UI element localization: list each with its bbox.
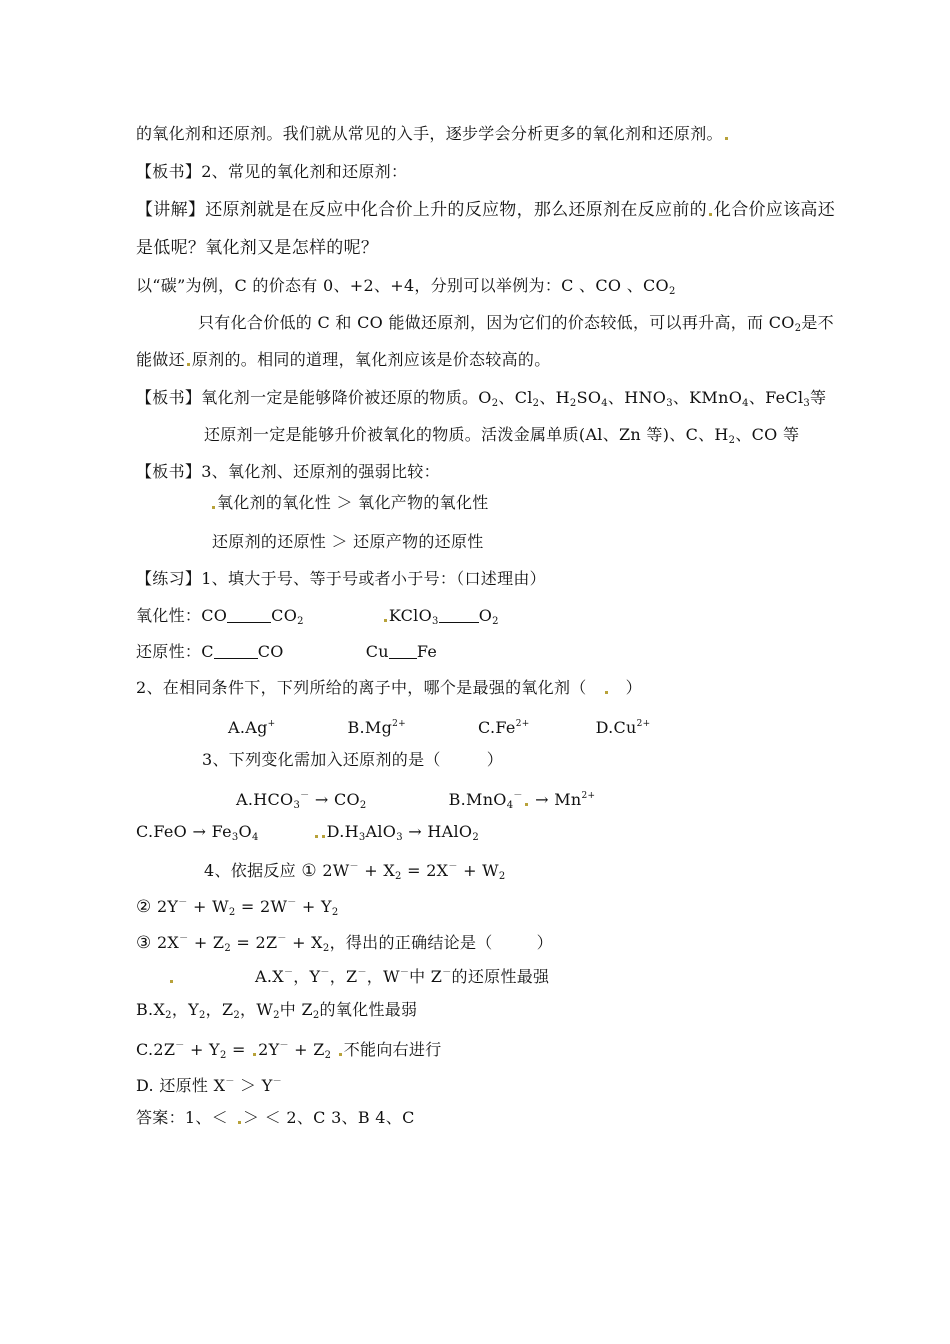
question-4-option-a[interactable]: A.X－，Y－，Z－，W－中 Z－的还原性最强 xyxy=(168,963,549,987)
text-line: 【讲解】还原剂就是在反应中化合价上升的反应物，那么还原剂在反应前的 化合价应该高还 xyxy=(136,200,836,220)
mark-dot xyxy=(339,1053,342,1056)
mark-dot xyxy=(725,137,728,140)
text-line: 能做还 原剂的。相同的道理，氧化剂应该是价态较高的。 xyxy=(136,350,551,369)
answer-blank[interactable] xyxy=(227,608,271,623)
text-line: 的氧化剂和还原剂。我们就从常见的入手，逐步学会分析更多的氧化剂和还原剂。 xyxy=(136,124,730,144)
answer-blank[interactable] xyxy=(439,608,479,623)
option-c[interactable]: $C.Fe^{2+}$ xyxy=(478,718,530,737)
question-4-option-d[interactable]: D. 还原性 X－ ＞ Y－ xyxy=(136,1076,282,1095)
mark-dot xyxy=(709,213,712,216)
question-4-option-c[interactable]: $C.2Z^- + Y_2 = 2Y^- + Z_2$ 不能向右进行 xyxy=(136,1040,442,1061)
text-line: 以“碳”为例，C 的价态有 0、+2、+4，分别可以举例为：C 、CO 、$CO_2$ xyxy=(136,276,676,297)
comparison-line: 还原剂的还原性 ＞ 还原产物的还原性 xyxy=(212,532,484,551)
answer-blank[interactable] xyxy=(214,644,258,659)
mark-dot xyxy=(238,1121,241,1124)
exercise-line: 还原性：C CO Cu Fe xyxy=(136,642,438,661)
option-a[interactable]: A.Ag+ xyxy=(228,718,276,737)
answer-line: 答案：1、＜ ＞ ＜ 2、C 3、B 4、C xyxy=(136,1108,415,1127)
board-oxidant-line: 【板书】氧化剂一定是能够降价被还原的物质。$O_2$、$Cl_2$、$H_2SO_4$、$HNO_3$、KMnO$_4$、FeCl$_3$等 xyxy=(136,388,827,409)
option-a[interactable]: $A.HCO_3^- \to CO_2$ xyxy=(236,790,367,811)
option-b[interactable]: $B.Mg^{2+}$ xyxy=(347,718,407,737)
question-2: 2、在相同条件下，下列所给的离子中，哪个是最强的氧化剂（ ） xyxy=(136,678,642,697)
board-heading: 【板书】3、氧化剂、还原剂的强弱比较： xyxy=(136,462,440,481)
exercise-heading: 【练习】1、填大于号、等于号或者小于号：（口述理由） xyxy=(136,569,546,588)
option-c[interactable]: $C.FeO \to Fe_3O_4$ xyxy=(136,822,259,843)
mark-dot xyxy=(384,619,387,622)
text-line: 只有化合价低的 C 和 CO 能做还原剂，因为它们的价态较低，可以再升高，而 $CO_2$是不 xyxy=(198,313,834,334)
mark-dot xyxy=(315,835,318,838)
question-4: 4、依据反应 ① $2W^- + X_2 = 2X^- + W_2$ xyxy=(204,861,506,882)
mark-dot xyxy=(212,506,215,509)
question-2-options xyxy=(228,714,651,738)
mark-dot xyxy=(525,803,528,806)
reaction-2: ② $2Y^- + W_2 = 2W^- + Y_2$ xyxy=(136,897,339,918)
exercise-line: 氧化性：CO $CO_2$ KClO$_3$ $O_2$ xyxy=(136,606,499,627)
mark-dot xyxy=(170,980,173,983)
option-b[interactable]: $B.MnO_4^- \to Mn^{2+}$ xyxy=(448,790,596,811)
mark-dot xyxy=(187,363,190,366)
board-reductant-line: 还原剂一定是能够升价被氧化的物质。活泼金属单质(Al、Zn 等)、C、$H_2$、CO 等 xyxy=(204,425,800,446)
board-heading: 【板书】2、常见的氧化剂和还原剂： xyxy=(136,162,408,181)
option-d[interactable]: $D.H_3AlO_3$ → HAlO$_2$ xyxy=(326,822,480,843)
option-d[interactable]: $D.Cu^{2+}$ xyxy=(595,718,651,737)
comparison-line: 氧化剂的氧化性 ＞ 氧化产物的氧化性 xyxy=(210,493,489,513)
reaction-3: ③ $2X^- + Z_2 = 2Z^- + X_2$，得出的正确结论是（ ） xyxy=(136,933,553,954)
answer-blank[interactable] xyxy=(389,644,417,659)
question-4-option-b[interactable]: $B.X_2$，$Y_2$，$Z_2$，$W_2$中 $Z_2$的氧化性最弱 xyxy=(136,1000,418,1021)
mark-dot xyxy=(322,835,325,838)
mark-dot xyxy=(605,691,608,694)
text-line: 是低呢？氧化剂又是怎样的呢？ xyxy=(136,238,379,258)
mark-dot xyxy=(253,1053,256,1056)
question-3: 3、下列变化需加入还原剂的是（ ） xyxy=(202,750,503,769)
question-3-options xyxy=(136,822,479,848)
question-3-options xyxy=(236,786,595,816)
